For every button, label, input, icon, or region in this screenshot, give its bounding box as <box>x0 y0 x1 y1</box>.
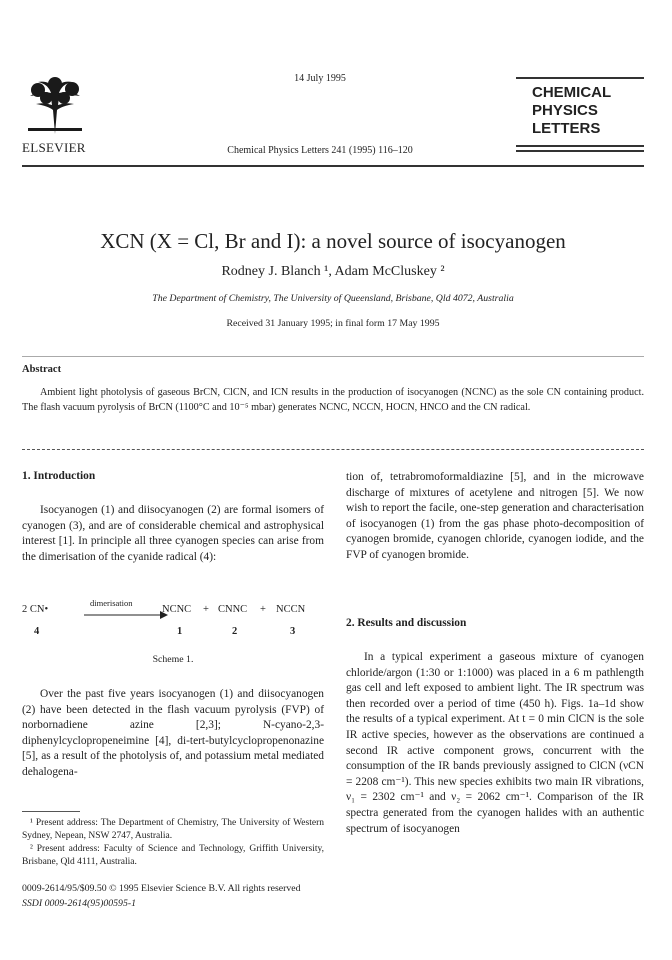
ssdi-line: SSDI 0009-2614(95)00595-1 <box>22 898 137 909</box>
abstract-heading: Abstract <box>22 364 62 375</box>
scheme-plus-2: + <box>260 604 266 615</box>
abstract-rule-bottom <box>22 449 644 450</box>
scheme-product-2: CNNC <box>218 604 248 615</box>
scheme-product-1: NCNC <box>162 604 192 615</box>
scheme-reactant: 2 CN• <box>22 604 49 615</box>
journal-name-line2: PHYSICS <box>532 102 598 119</box>
scheme-plus-1: + <box>203 604 209 615</box>
abstract-rule-top <box>22 356 644 357</box>
section-1-heading: 1. Introduction <box>22 470 96 482</box>
footnote-1: ¹ Present address: The Department of Chemistry, The University of Western Sydney, Nepean, NSW 2747, Australia. <box>22 818 324 841</box>
journal-name <box>532 84 611 138</box>
article-authors: Rodney J. Blanch ¹, Adam McCluskey ² <box>221 264 445 279</box>
scheme-number-3: 3 <box>290 626 296 637</box>
header-rule <box>22 165 644 167</box>
scheme-number-reactant: 4 <box>34 626 40 637</box>
section-1-para-1: Isocyanogen (1) and diisocyanogen (2) are formal isomers of cyanogen (3), and are of considerable chemical and astrophysical interest [1]. In principle all three cyanogen species can arise from the dimerisation of the cyanide radical (4): <box>22 504 324 563</box>
article-title: XCN (X = Cl, Br and I): a novel source of isocyanogen <box>100 229 566 253</box>
abstract-text: Ambient light photolysis of gaseous BrCN, ClCN, and ICN results in the production of isocyanogen (NCNC) as the sole CN containing product. The flash vacuum pyrolysis of BrCN (1100°C and 10⁻⁵ mbar) generates NCNC, NCCN, HOCN, HNCO and the CN radical. <box>22 387 644 413</box>
scheme-number-1: 1 <box>177 626 183 637</box>
issn-line: 0009-2614/95/$09.50 © 1995 Elsevier Science B.V. All rights reserved <box>22 883 301 894</box>
section-2-para-1: In a typical experiment a gaseous mixture of cyanogen chloride/argon (1:30 or 1:1000) was placed in a 6 m pathlength gas cell and left exposed to ambient light. The IR spectrum was then recorded over a period of time (450 h). Figs. 1a–1d show the results of a typical experiment. At t = 0 min ClCN is the sole IR active species, however as the observations are continued a second IR active component grows, concurrent with the consumption of the IR bands previously assigned to ClCN (νCN = 2208 cm⁻¹). This new species exhibits two main IR vibrations, ν₁ = 2302 cm⁻¹ and ν₂ = 2062 cm⁻¹. Comparison of the IR spectra generated from the cyanogen halides with an authentic spectrum of isocyanogen <box>346 651 644 835</box>
scheme-product-3: NCCN <box>276 604 306 615</box>
journal-rule-bottom-1 <box>516 145 644 147</box>
scheme-number-2: 2 <box>232 626 238 637</box>
issue-date: 14 July 1995 <box>294 73 346 84</box>
scheme-arrow-label: dimerisation <box>90 598 133 608</box>
journal-rule-top <box>516 77 644 79</box>
footnote-rule <box>22 811 80 812</box>
footnote-2: ² Present address: Faculty of Science and Technology, Griffith University, Brisbane, Qld 4111, Australia. <box>22 844 324 867</box>
scheme-caption: Scheme 1. <box>152 654 194 665</box>
article-received: Received 31 January 1995; in final form 17 May 1995 <box>226 318 440 329</box>
right-arrow-icon <box>82 610 168 620</box>
section-1-para-2: Over the past five years isocyanogen (1) and diisocyanogen (2) have been detected in the flash vacuum pyrolysis (FVP) of norbornadiene azine [2,3]; N-cyano-2,3-diphenylcyclopropeneimine [4], di-tert-butylcyclopropenonazine [5], as a result of the photolysis of, and potassium metal mediated dehalogena- <box>22 688 324 778</box>
journal-name-line3: LETTERS <box>532 120 601 137</box>
journal-rule-bottom-2 <box>516 150 644 152</box>
scheme-arrow <box>82 600 168 616</box>
article-affiliation: The Department of Chemistry, The University of Queensland, Brisbane, Qld 4072, Australia <box>152 293 514 304</box>
scheme-1 <box>22 594 324 674</box>
right-column-para-1: tion of, tetrabromoformaldiazine [5], and in the microwave discharge of mixtures of acetylene and nitrogen [5]. We now wish to report the facile, one-step generation and characterisation of isocyanogen (1) from the gas phase photo-decomposition of cyanogen bromide, cyanogen chloride, cyanogen iodide, and the FVP of cyanogen bromide. <box>346 471 644 561</box>
journal-citation: Chemical Physics Letters 241 (1995) 116–120 <box>227 145 413 156</box>
journal-name-line1: CHEMICAL <box>532 84 612 101</box>
elsevier-logo <box>24 76 86 136</box>
section-2-heading: 2. Results and discussion <box>346 617 467 629</box>
publisher-name: ELSEVIER <box>22 140 86 155</box>
elsevier-tree-icon <box>24 76 86 136</box>
